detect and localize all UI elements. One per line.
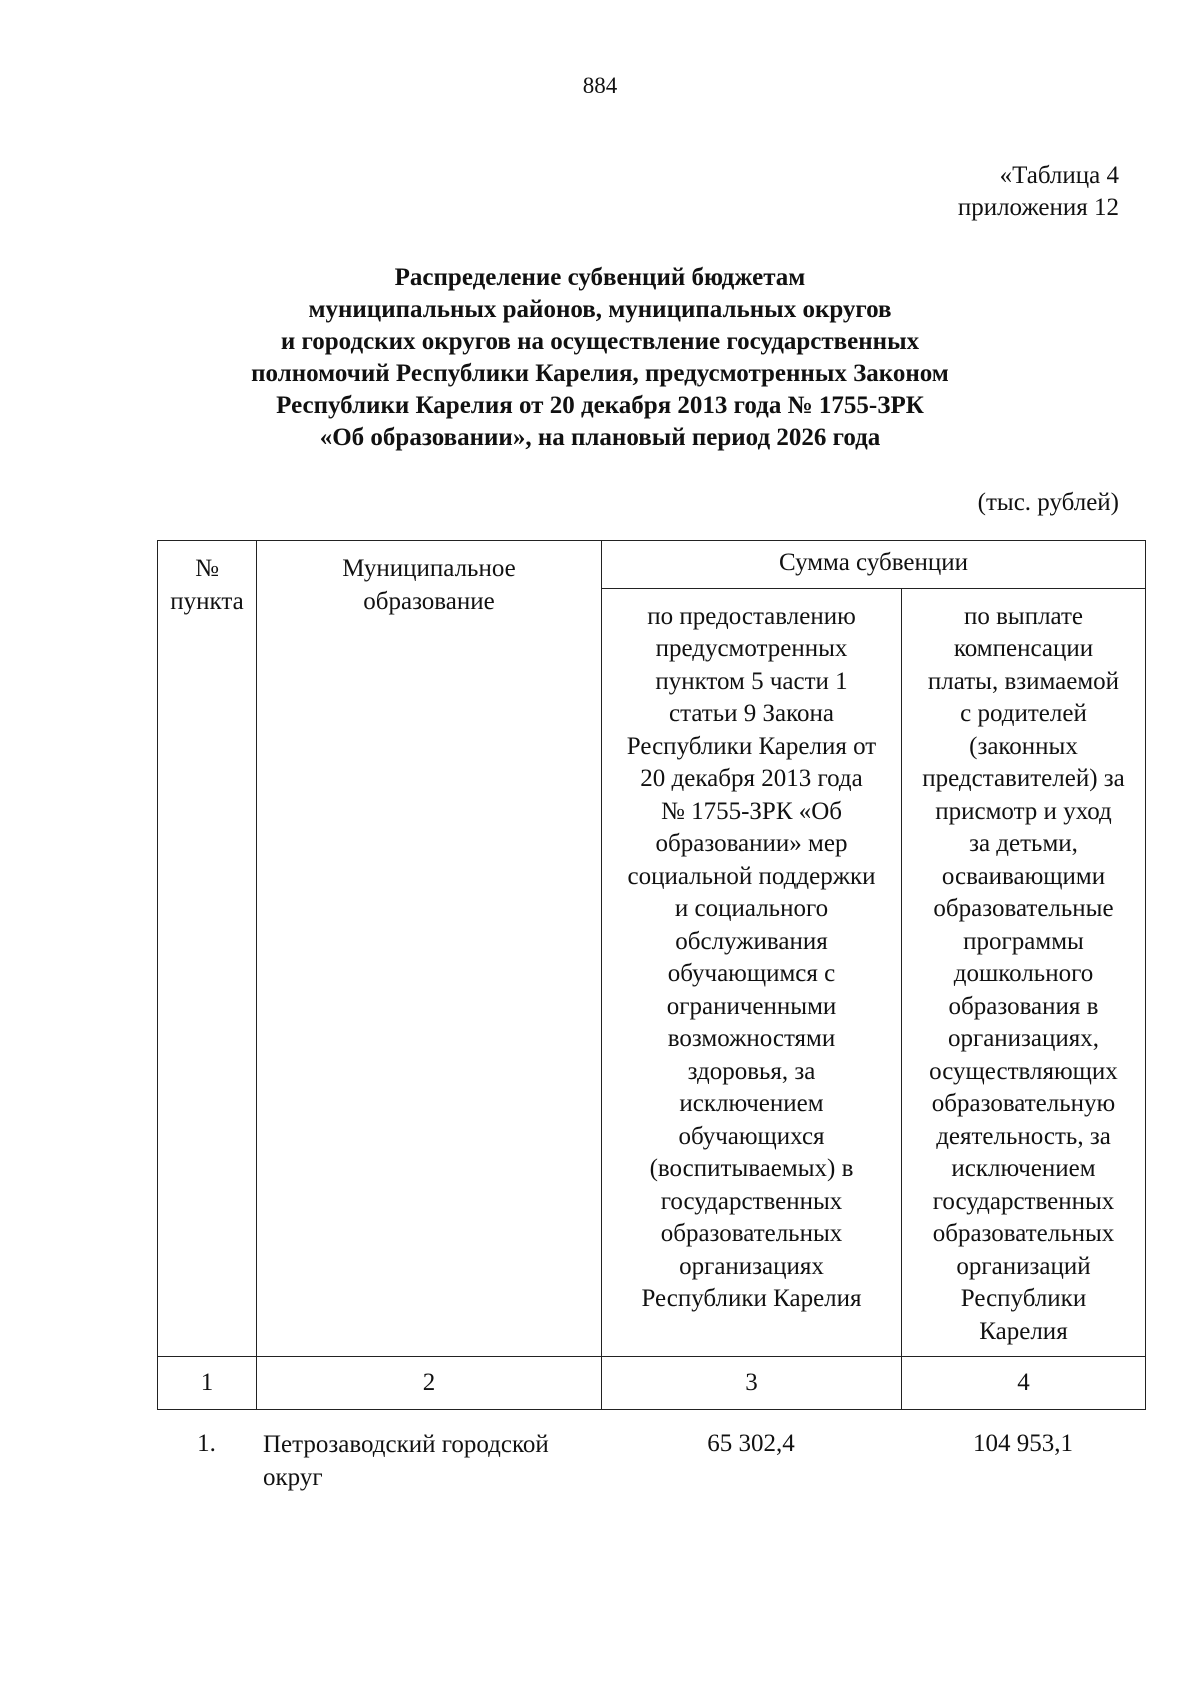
header-col3-line: пунктом 5 части 1 [655,667,848,695]
subvention-table [157,540,1146,1410]
header-col4-line: платы, взимаемой [927,667,1120,695]
header-col4-line: образования в [948,992,1099,1020]
header-col3-line: ограниченными [666,992,837,1020]
header-col4-line: осуществляющих [929,1057,1118,1085]
header-col4-line: образовательные [933,895,1114,922]
header-col4-line: государственных [932,1187,1115,1215]
header-col4-text [906,601,1141,1349]
header-municipality-line2: образование [363,587,495,615]
header-col4-line: исключением [951,1155,1096,1182]
header-number [158,541,257,1357]
header-col3-line: обучающихся [678,1122,825,1150]
header-col4-line: Карелия [979,1317,1068,1345]
header-col3-line: предусмотренных [655,635,848,662]
header-municipality-line1: Муниципальное [342,555,516,582]
header-col4-line: образовательную [931,1090,1116,1117]
column-index: 1 [158,1357,257,1410]
column-index: 4 [902,1357,1146,1410]
title-line: Распределение субвенций бюджетам [394,264,806,291]
table-reference-line2: приложения 12 [957,194,1119,221]
header-col4 [902,588,1146,1357]
header-col4-line: дошкольного [953,960,1094,987]
header-col4-line: образовательных [932,1220,1115,1247]
page-number: 884 [582,73,618,98]
header-col4-line: осваивающими [941,862,1106,890]
header-col4-line: присмотр и уход [935,797,1112,825]
header-col3-line: возможностями [667,1025,836,1052]
header-col4-line: организациях, [947,1025,1100,1052]
column-index: 3 [602,1357,902,1410]
header-col4-line: программы [963,927,1084,955]
header-subvention-sum: Сумма субвенции [602,541,1146,589]
header-col3-line: Республики Карелия от [626,732,877,760]
title-line: и городских округов на осуществление государственных [280,328,920,355]
header-col4-line: представителей) за [922,765,1125,792]
row-number: 1. [197,1430,216,1457]
header-municipality [257,541,602,1357]
document-title [0,262,1200,454]
table-reference [958,160,1119,224]
header-col4-line: компенсации [953,635,1094,662]
header-col3-line: государственных [660,1187,843,1215]
header-col3-line: 20 декабря 2013 года [640,765,863,792]
header-col4-line: с родителей [960,700,1087,727]
row-value-col4: 104 953,1 [973,1430,1073,1457]
row-value-col3: 65 302,4 [707,1430,795,1457]
title-line: Республики Карелия от 20 декабря 2013 года № 1755-ЗРК [276,392,924,419]
header-col3-line: исключением [679,1090,824,1117]
header-col4-line: по выплате [963,602,1084,630]
header-col3-line: обучающимся с [667,960,836,987]
header-col3-line: статьи 9 Закона [669,700,834,727]
header-col3-line: по предоставлению [647,602,856,630]
table-reference-line1: «Таблица 4 [999,162,1119,189]
header-col3 [602,588,902,1357]
header-col3-line: образовательных [660,1220,843,1247]
header-col3-line: обслуживания [675,927,828,955]
header-col3-line: образовании» мер [655,830,848,857]
header-number-line1: № [195,555,219,582]
table-header-row [158,541,1146,589]
header-col3-line: № 1755-ЗРК «Об [660,797,843,825]
title-line: муниципальных районов, муниципальных округов [308,296,892,323]
header-col3-line: и социального [674,895,829,922]
header-col3-line: организациях [679,1252,824,1280]
title-line: полномочий Республики Карелия, предусмотренных Законом [251,360,949,387]
header-col4-line: за детьми, [969,830,1078,857]
header-col3-line: (воспитываемых) в [649,1155,854,1182]
title-line: «Об образовании», на плановый период 2026 года [319,424,881,451]
header-col4-line: (законных [969,732,1078,760]
units-label: (тыс. рублей) [977,489,1119,516]
header-col4-line: Республики [960,1285,1087,1312]
row-municipality [263,1428,593,1494]
row-municipality-line2: округ [263,1464,323,1491]
column-index-row [158,1357,1146,1410]
column-index: 2 [257,1357,602,1410]
header-col4-line: организаций [956,1252,1091,1280]
header-col3-line: социальной поддержки [627,862,876,890]
header-col4-line: деятельность, за [936,1122,1111,1150]
table-row [157,1428,1145,1498]
header-col3-line: здоровья, за [687,1057,816,1085]
header-col3-line: Республики Карелия [641,1285,862,1312]
header-col3-text [606,601,897,1316]
row-municipality-line1: Петрозаводский городской [263,1431,549,1458]
header-number-line2: пункта [170,587,244,615]
